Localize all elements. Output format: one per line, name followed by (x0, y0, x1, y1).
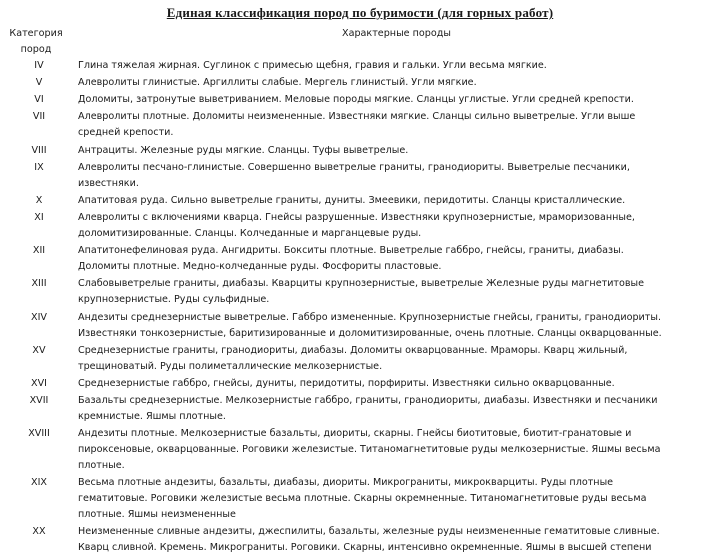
table-row (0, 58, 720, 74)
description-line: Алевролиты песчано-глинистые. Совершенно выветрелые граниты, гранодиориты. Выветрелые песчаники, (78, 161, 630, 173)
description-line: Неизмененные сливные андезиты, джеспилиты, базальты, железные руды неизмененные гематитовые сливные. (78, 526, 660, 538)
description-cell (78, 160, 716, 192)
description-cell (78, 276, 716, 308)
description-line: Глина тяжелая жирная. Суглинок с примесью щебня, гравия и гальки. Угли весьма мягкие. (78, 60, 547, 71)
category-cell: XX (32, 526, 46, 538)
description-line: крупнозернистые. Руды сульфидные. (78, 294, 270, 306)
category-cell: X (35, 194, 43, 206)
description-line: плотные. Яшмы неизмененные (78, 509, 236, 521)
description-cell (78, 310, 716, 342)
description-cell (78, 109, 716, 141)
category-header-line-1: Категория (9, 28, 63, 39)
description-line: Алевролиты глинистые. Аргиллиты слабые. Мергель глинистый. Угли мягкие. (78, 77, 477, 89)
table-row (0, 92, 720, 108)
table-row (0, 343, 720, 375)
category-cell: XVI (31, 377, 47, 389)
description-line: доломитизированные. Сланцы. Колчеданные и марганцевые руды. (78, 228, 422, 240)
description-cell (78, 343, 716, 375)
category-cell: XVII (29, 394, 49, 406)
category-cell: IX (34, 161, 44, 173)
description-cell (78, 210, 716, 242)
description-line: трещиноватый. Руды полиметаллические мелкозернистые. (78, 360, 383, 372)
table-row (0, 109, 720, 141)
description-line: Известняки тонкозернистые, баритизированные и доломитизированные, очень плотные. Сланцы окварцованные. (78, 327, 662, 339)
category-cell: XVIII (28, 428, 50, 440)
table-row (0, 310, 720, 342)
category-cell: VII (32, 111, 46, 123)
page-title: Единая классификация пород по буримости (для горных работ) (166, 5, 554, 20)
table-row (0, 160, 720, 192)
description-cell (78, 524, 716, 556)
category-cell: XIII (31, 278, 47, 290)
description-line: гематитовые. Роговики железистые весьма плотные. Скарны окремненные. Титаномагнетитовые руды весьма (78, 493, 647, 505)
description-line: Среднезернистые габбро, гнейсы, дуниты, перидотиты, порфириты. Известняки сильно окварцованные. (78, 377, 615, 389)
description-cell (78, 376, 716, 392)
table-row (0, 524, 720, 556)
description-cell (78, 393, 716, 425)
description-line: Антрациты. Железные руды мягкие. Сланцы. Туфы выветрелые. (78, 144, 409, 156)
description-line: Весьма плотные андезиты, базальты, диабазы, диориты. Микрограниты, микрокварциты. Руды плотные (78, 477, 614, 489)
description-line: Среднезернистые граниты, гранодиориты, диабазы. Доломиты окварцованные. Мраморы. Кварц жильный, (78, 344, 628, 356)
category-cell: XV (32, 344, 46, 356)
description-line: Алевролиты с включениями кварца. Гнейсы разрушенные. Известняки крупнозернистые, мраморизованные, (78, 212, 635, 224)
category-cell: V (35, 77, 43, 89)
table-row (0, 243, 720, 275)
description-cell (78, 193, 716, 209)
description-line: известняки. (78, 177, 139, 189)
description-line: плотные. (78, 460, 125, 472)
description-line: средней крепости. (78, 127, 174, 139)
description-line: Слабовыветрелые граниты, диабазы. Кварциты крупнозернистые, выветрелые Железные руды магнетитовые (78, 278, 645, 290)
table-row (0, 376, 720, 392)
category-cell: XIX (31, 477, 47, 489)
description-line: Доломиты плотные. Медно-колчеданные руды. Фосфориты пластовые. (78, 261, 442, 273)
category-cell: XII (32, 245, 46, 257)
category-cell: IV (34, 60, 44, 71)
category-header-line-2: пород (20, 44, 52, 55)
category-cell: VI (34, 94, 44, 106)
description-column-header: Характерные породы (342, 28, 451, 39)
description-cell (78, 143, 716, 159)
category-cell: XIV (31, 311, 47, 323)
table-row (0, 193, 720, 209)
description-cell (78, 92, 716, 108)
description-cell (78, 475, 716, 523)
category-column-header (4, 26, 68, 58)
description-line: Доломиты, затронутые выветриванием. Меловые породы мягкие. Сланцы углистые. Угли средней крепости. (78, 94, 634, 106)
description-line: Андезиты плотные. Мелкозернистые базальты, диориты, скарны. Гнейсы биотитовые, биотит-гранатовые и (78, 428, 632, 440)
table-row (0, 210, 720, 242)
description-line: Андезиты среднезернистые выветрелые. Габбро измененные. Крупнозернистые гнейсы, граниты, гранодиориты. (78, 311, 661, 323)
table-row (0, 475, 720, 523)
description-line: кремнистые. Яшмы плотные. (78, 410, 226, 422)
description-line: Апатитонефелиновая руда. Ангидриты. Бокситы плотные. Выветрелые габбро, гнейсы, граниты, диабазы. (78, 245, 624, 257)
description-line: Кварц сливной. Кремень. Микрограниты. Роговики. Скарны, интенсивно окремненные. Яшмы в высшей степени (78, 542, 652, 554)
table-row (0, 426, 720, 474)
description-cell (78, 243, 716, 275)
table-row (0, 75, 720, 91)
table-row (0, 143, 720, 159)
table-row (0, 276, 720, 308)
category-cell: VIII (31, 144, 47, 156)
description-cell (78, 58, 716, 74)
description-cell (78, 426, 716, 474)
table-row (0, 393, 720, 425)
description-cell (78, 75, 716, 91)
description-line: Алевролиты плотные. Доломиты неизмененные. Известняки мягкие. Сланцы сильно выветрелые. Угли выше (78, 111, 636, 123)
category-cell: XI (34, 212, 44, 224)
description-line: Базальты среднезернистые. Мелкозернистые габбро, граниты, гранодиориты, диабазы. Известняки и песчаники (78, 394, 658, 406)
description-line: Апатитовая руда. Сильно выветрелые граниты, дуниты. Змеевики, перидотиты. Сланцы кристаллические. (78, 194, 626, 206)
description-line: пироксеновые, окварцованные. Роговики железистые. Титаномагнетитовые руды мелкозернистые. Яшмы весьма (78, 444, 661, 456)
